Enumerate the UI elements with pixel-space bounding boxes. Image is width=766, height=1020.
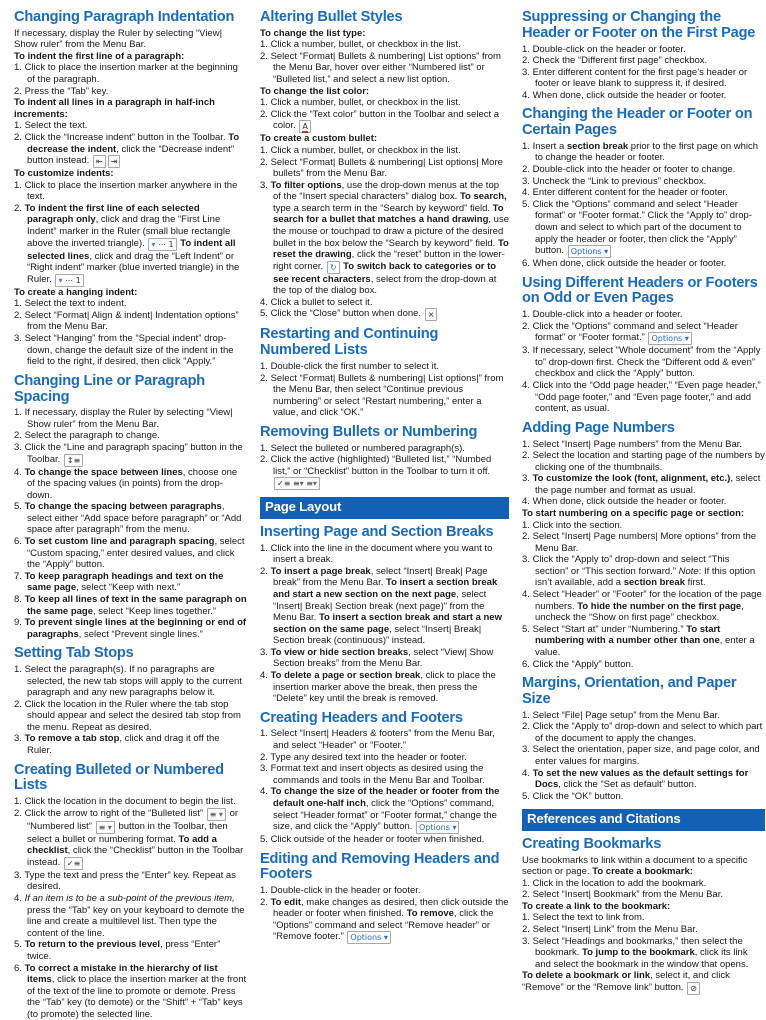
section-heading: Changing the Header or Footer on Certain Pages [522, 107, 765, 139]
bold-run: To remove a tab stop [25, 733, 120, 744]
bold-run: To indent the first line of each selected paragraph only [25, 203, 200, 226]
list-item: 4. If an item is to be a sub-point of the previous item, press the “Tab” key on your keyboard to demote the line and create a multilevel list. Then type the content of the line. [14, 893, 247, 939]
numbered-list [522, 912, 765, 970]
list-item: 2. Click the active (highlighted) “Bulleted list,” “Numbed list,” or “Checklist” button in the Toolbar to turn it off. ✓≡ ≡▾ ≡▾ [260, 454, 509, 490]
bold-run: To add a checklist [27, 834, 217, 857]
list-item: 5. To change the spacing between paragraphs, select either “Add space before paragraph” or “Add space after paragraph” from the menu. [14, 501, 247, 536]
italic-run: Note [679, 566, 699, 577]
list-item: 1. Click in the location to add the bookmark. [522, 878, 765, 890]
bold-run: To reset the drawing [273, 238, 509, 261]
numbered-list-dropdown-icon: ≡ ▾ [96, 821, 115, 834]
list-item: 1. Double-click on the header or footer. [522, 44, 765, 56]
list-item: 1. Click to place the insertion marker at the beginning of the paragraph. [14, 62, 247, 85]
numbered-list [14, 120, 247, 168]
list-item: 2. Select “Insert| Page numbers| More options” from the Menu Bar. [522, 531, 765, 554]
checklist-icon: ✓≡ [64, 857, 83, 870]
list-item: 4. To set the new values as the default settings for Docs, click the “Set as default” button. [522, 768, 765, 791]
list-item: 2. Click the location in the Ruler where the tab stop should appear and select the desired tab stop from the menu. Repeat as desired. [14, 699, 247, 734]
bold-run: To create a bookmark: [592, 866, 693, 877]
numbered-list [260, 885, 509, 944]
list-item: 2. Select “Format| Bullets & numbering| List options” from the Menu Bar, hover over either “Numbered list” or “Bulleted list,” and select a new list option. [260, 51, 509, 86]
list-item: 1. Click into the line in the document where you want to insert a break. [260, 543, 509, 566]
list-item: 1. Click a number, bullet, or checkbox in the list. [260, 97, 509, 109]
list-item: 2. Click the “Text color” button in the Toolbar and select a color. A [260, 109, 509, 134]
bold-run: To start numbering with a number other than one [535, 624, 720, 647]
list-item: 1. Click a number, bullet, or checkbox in the list. [260, 145, 509, 157]
list-item: 1. Select “File| Page setup” from the Menu Bar. [522, 710, 765, 722]
close-icon: × [425, 308, 438, 321]
list-item: 3. Enter different content for the first page’s header or footer or leave blank to suppress it, if desired. [522, 67, 765, 90]
bulleted-list-dropdown-icon: ≡ ▾ [207, 808, 226, 821]
list-item: 2. Click the “Increase indent” button in the Toolbar. To decrease the indent, click the “Decrease indent” button instead. ⇤ ⇥ [14, 132, 247, 168]
options-button-icon: Options ▾ [568, 245, 611, 258]
numbered-list [14, 407, 247, 640]
increase-indent-icon: ⇥ [108, 155, 121, 168]
list-item: 2. Select “Format| Bullets & numbering| List options| More bullets” from the Menu Bar. [260, 157, 509, 180]
list-item: 9. To prevent single lines at the beginning or end of paragraphs, select “Prevent single lines.” [14, 617, 247, 640]
list-item: 4. Click into the “Odd page header,” “Even page header,” “Odd page footer,” and “Even page footer,” and add content, as usual. [522, 380, 765, 415]
subheading: To create a hanging indent: [14, 287, 247, 299]
bold-run: To insert a section break and start a new section on the next page [273, 577, 497, 600]
list-item: 1. Select the text to link from. [522, 912, 765, 924]
list-item: 2. Select “Insert| Bookmark” from the Menu Bar. [522, 889, 765, 901]
bold-run: To jump to the bookmark [582, 947, 695, 958]
reset-icon: ↻ [327, 261, 340, 274]
numbered-list [522, 878, 765, 901]
bold-run: To delete a bookmark or link [522, 970, 650, 981]
bold-run: To change the space between lines [25, 467, 183, 478]
list-item: 2. Click the “Options” command and select “Header format” or “Footer format.” Options ▾ [522, 321, 765, 346]
section-heading: Altering Bullet Styles [260, 10, 509, 26]
decrease-indent-icon: ⇤ [93, 155, 106, 168]
section-heading: Changing Paragraph Indentation [14, 10, 247, 26]
category-banner: References and Citations [522, 809, 765, 831]
section-heading: Using Different Headers or Footers on Odd or Even Pages [522, 276, 765, 308]
list-item: 4. Select “Header” or “Footer” for the location of the page numbers. To hide the number on the first page, uncheck the “Show on first page” checkbox. [522, 589, 765, 624]
list-item: 3. Uncheck the “Link to previous” checkbox. [522, 176, 765, 188]
bold-run: To correct a mistake in the hierarchy of list items [25, 963, 218, 986]
paragraph: Use bookmarks to link within a document to a specific section or page. To create a bookmark: [522, 855, 765, 878]
bold-run: To insert a section break and start a new section on the same page [273, 612, 502, 635]
numbered-list [522, 309, 765, 415]
bold-run: To remove [407, 908, 454, 919]
list-item: 1. Click a number, bullet, or checkbox in the list. [260, 39, 509, 51]
numbered-list [260, 543, 509, 705]
list-item: 2. Press the “Tab” key. [14, 86, 247, 98]
list-item: 2. Click the arrow to right of the “Bulleted list” ≡ ▾ or “Numbered list” ≡ ▾ button in the Toolbar, then select a bullet or numbering format. To add a checklist, click the “Checklist” button in the Toolbar instead. ✓≡ [14, 808, 247, 870]
list-item: 1. Select “Insert| Page numbers” from the Menu Bar. [522, 439, 765, 451]
list-item: 5. Click the “OK” button. [522, 791, 765, 803]
bold-run: section break [624, 577, 685, 588]
list-item: 3. Click the “Line and paragraph spacing” button in the Toolbar. ↕≡ [14, 442, 247, 467]
bold-run: To customize the look (font, alignment, etc.) [533, 473, 731, 484]
list-item: 8. To keep all lines of text in the same paragraph on the same page, select “Keep lines together.” [14, 594, 247, 617]
subheading: To change the list color: [260, 86, 509, 98]
column-right [522, 8, 765, 1020]
list-item: 1. Select the paragraph(s). If no paragraphs are selected, the new tab stops will apply to the current paragraph and any new paragraphs below it. [14, 664, 247, 699]
subheading: To indent all lines in a paragraph in half-inch increments: [14, 97, 247, 120]
column-middle [260, 8, 509, 1020]
list-item: 3. Select “Headings and bookmarks,” then select the bookmark. To jump to the bookmark, click its link and select the bookmark in the window that opens. [522, 936, 765, 971]
numbered-list [14, 664, 247, 757]
bold-run: To keep all lines of text in the same paragraph on the same page [25, 594, 247, 617]
bold-run: To view or hide section breaks [271, 647, 409, 658]
bold-run: To set custom line and paragraph spacing [25, 536, 215, 547]
list-item: 2. Select the location and starting page of the numbers by clicking one of the thumbnails. [522, 450, 765, 473]
list-item: 1. Insert a section break prior to the first page on which to change the header or footer. [522, 141, 765, 164]
numbered-list [260, 145, 509, 322]
list-item: 2. Select “Insert| Link” from the Menu Bar. [522, 924, 765, 936]
list-item: 5. To return to the previous level, press “Enter” twice. [14, 939, 247, 962]
numbered-list [260, 97, 509, 133]
list-item: 6. To set custom line and paragraph spacing, select “Custom spacing,” enter desired values, and click the “Apply” button. [14, 536, 247, 571]
list-item: 2. To indent the first line of each selected paragraph only, click and drag the “First Line Indent” marker in the Ruler (small blue rectangle above the inverted triangle). ▾ ⋯ 1 To indent all selected lines, click and drag the “Left Indent” or “Right indent” marker (blue inverted triangle) in the Ruler. ▾ ⋯ 1 [14, 203, 247, 287]
bold-run: To set the new values as the default settings for Docs [533, 768, 749, 791]
remove-link-icon: ⊘ [687, 982, 700, 995]
bold-run: To search, [460, 191, 507, 202]
list-item: 1. Double-click in the header or footer. [260, 885, 509, 897]
list-item: 2. To edit, make changes as desired, then click outside the header or footer when finished. To remove, click the “Options” command and select “Remove header” or “Remove footer.” Options ▾ [260, 897, 509, 945]
list-item: 4. When done, click outside the header or footer. [522, 90, 765, 102]
numbered-list [14, 62, 247, 97]
options-button-icon: Options ▾ [347, 931, 390, 944]
section-heading: Restarting and Continuing Numbered Lists [260, 327, 509, 359]
numbered-list [260, 443, 509, 491]
section-heading: Inserting Page and Section Breaks [260, 525, 509, 541]
section-heading: Changing Line or Paragraph Spacing [14, 374, 247, 406]
list-item: 6. When done, click outside the header or footer. [522, 258, 765, 270]
list-item: 1. Click into the section. [522, 520, 765, 532]
list-item: 1. Double-click into a header or footer. [522, 309, 765, 321]
bold-run: To delete a page or section break [271, 670, 421, 681]
list-item: 4. To change the space between lines, choose one of the spacing values (in points) from the drop-down. [14, 467, 247, 502]
list-item: 1. Select “Insert| Headers & footers” from the Menu Bar, and select “Header” or “Footer.” [260, 728, 509, 751]
list-item: 3. Format text and insert objects as desired using the commands and tools in the Menu Bar and Toolbar. [260, 763, 509, 786]
bold-run: To insert a page break [271, 566, 371, 577]
numbered-list [14, 796, 247, 1020]
numbered-list [260, 361, 509, 419]
list-item: 3. To filter options, use the drop-down menus at the top of the “Insert special characters” dialog box. To search, type a search term in the “Search by keyword” field. To search for a bullet that matches a hand drawing, use the mouse or touchpad to draw a picture of the desired bullet in the box below the “Search by keyword” field. To reset the drawing, click the “reset” button in the lower-right corner. ↻ To switch back to categories or to see recent characters, select from the drop-down at the top of the dialog box. [260, 180, 509, 297]
list-item: 3. To view or hide section breaks, select “View| Show Section breaks” from the Menu Bar. [260, 647, 509, 670]
column-left [14, 8, 247, 1020]
left-indent-ruler-icon: ▾ ⋯ 1 [55, 274, 83, 287]
bold-run: To switch back to categories or to see recent characters [273, 261, 496, 285]
subheading: To create a custom bullet: [260, 133, 509, 145]
section-heading: Setting Tab Stops [14, 646, 247, 662]
subheading: To change the list type: [260, 28, 509, 40]
list-item: 2. Type any desired text into the header or footer. [260, 752, 509, 764]
section-heading: Creating Headers and Footers [260, 711, 509, 727]
list-item: 2. To insert a page break, select “Insert| Break| Page break” from the Menu Bar. To insert a section break and start a new section on the next page, select “Insert| Break| Section break (next page)” from the Menu Bar. To insert a section break and start a new section on the same page, select “Insert| Break| Section break (continuous)” instead. [260, 566, 509, 647]
list-item: 3. To customize the look (font, alignment, etc.), select the page number and format as usual. [522, 473, 765, 496]
section-heading: Editing and Removing Headers and Footers [260, 852, 509, 884]
list-item: 5. Click the “Options” command and select “Header format” or “Footer format.” Click the “Apply to” drop-down and select to which part of the document to apply the header or footer, then click the “Apply” button. Options ▾ [522, 199, 765, 258]
list-item: 2. Select “Format| Bullets & numbering| List options|” from the Menu Bar, then select “Continue previous numbering” or select “Restart numbering,” enter a value, and click “OK.” [260, 373, 509, 419]
italic-run: If an item is to be a sub-point of the previous item, [25, 893, 235, 904]
bold-run: To change the spacing between paragraphs [25, 501, 222, 512]
list-item: 7. To keep paragraph headings and text on the same page, select “Keep with next.” [14, 571, 247, 594]
numbered-list [260, 39, 509, 85]
list-item: 1. Select the text. [14, 120, 247, 132]
list-item: 4. To delete a page or section break, click to place the insertion marker above the break, then press the “Delete” key until the break is removed. [260, 670, 509, 705]
list-item: 6. To correct a mistake in the hierarchy of list items, click to place the insertion marker at the front of the text of the line to promote or demote. Press the “Tab” key (to demote) or the “Shift” + “Tab” keys (to promote) the selected line. [14, 963, 247, 1020]
numbered-list [14, 298, 247, 367]
list-item: 3. Select the orientation, paper size, and page color, and enter values for margins. [522, 744, 765, 767]
list-item: 4. Click a bullet to select it. [260, 297, 509, 309]
options-button-icon: Options ▾ [648, 332, 691, 345]
first-line-indent-ruler-icon: ▾ ⋯ 1 [148, 238, 176, 251]
section-heading: Creating Bookmarks [522, 837, 765, 853]
bold-run: To change the size of the header or footer from the default one-half inch [271, 786, 500, 809]
list-item: 3. Type the text and press the “Enter” key. Repeat as desired. [14, 870, 247, 893]
text-color-icon: A [299, 120, 310, 133]
numbered-list [14, 180, 247, 287]
bold-run: To decrease the indent [27, 132, 239, 155]
paragraph: If necessary, display the Ruler by selecting “View| Show ruler” from the Menu Bar. [14, 28, 247, 51]
numbered-list [522, 439, 765, 508]
list-item: 5. Click outside of the header or footer when finished. [260, 834, 509, 846]
paragraph: To delete a bookmark or link, select it, and click “Remove” or the “Remove link” button. ⊘ [522, 970, 765, 995]
list-item: 4. When done, click outside the header or footer. [522, 496, 765, 508]
subheading: To start numbering on a specific page or section: [522, 508, 765, 520]
list-item: 2. Double-click into the header or footer to change. [522, 164, 765, 176]
section-heading: Suppressing or Changing the Header or Footer on the First Page [522, 10, 765, 42]
bold-run: To keep paragraph headings and text on the same page [25, 571, 224, 594]
list-item: 6. Click the “Apply” button. [522, 659, 765, 671]
list-toggle-group-icon: ✓≡ ≡▾ ≡▾ [274, 477, 320, 490]
subheading: To customize indents: [14, 168, 247, 180]
list-item: 5. Select “Start at” under “Numbering.” To start numbering with a number other than one, enter a value. [522, 624, 765, 659]
list-item: 3. Click the “Apply to” drop-down and select “This section” or “This section forward.” Note: If this option isn’t available, add a section break first. [522, 554, 765, 589]
list-item: 4. To change the size of the header or footer from the default one-half inch, click the “Options” command, select “Header format” or “Footer format,” change the size, and click the “Apply” button. Options ▾ [260, 786, 509, 834]
bold-run: To return to the previous level [25, 939, 161, 950]
section-heading: Margins, Orientation, and Paper Size [522, 676, 765, 708]
numbered-list [522, 44, 765, 102]
numbered-list [522, 710, 765, 803]
list-item: 1. Double-click the first number to select it. [260, 361, 509, 373]
numbered-list [522, 141, 765, 270]
category-banner: Page Layout [260, 497, 509, 519]
line-spacing-icon: ↕≡ [64, 454, 83, 467]
list-item: 1. Click the location in the document to begin the list. [14, 796, 247, 808]
list-item: 2. Check the “Different first page” checkbox. [522, 55, 765, 67]
section-heading: Removing Bullets or Numbering [260, 425, 509, 441]
list-item: 1. If necessary, display the Ruler by selecting “View| Show ruler” from the Menu Bar. [14, 407, 247, 430]
bold-run: To indent all selected lines [27, 238, 236, 262]
list-item: 2. Select “Format| Align & indent| Indentation options” from the Menu Bar. [14, 310, 247, 333]
bold-run: To edit [271, 897, 301, 908]
list-item: 3. To remove a tab stop, click and drag it off the Ruler. [14, 733, 247, 756]
list-item: 1. Click to place the insertion marker anywhere in the text. [14, 180, 247, 203]
list-item: 1. Select the text to indent. [14, 298, 247, 310]
list-item: 1. Select the bulleted or numbered paragraph(s). [260, 443, 509, 455]
list-item: 2. Click the “Apply to” drop-down and select to which part of the document to apply the changes. [522, 721, 765, 744]
list-item: 5. Click the “Close” button when done. × [260, 308, 509, 321]
numbered-list [260, 728, 509, 845]
bold-run: section break [567, 141, 628, 152]
numbered-list [522, 520, 765, 671]
bold-run: To filter options [271, 180, 342, 191]
bold-run: To search for a bullet that matches a hand drawing [273, 203, 504, 226]
list-item: 4. Enter different content for the header or footer. [522, 187, 765, 199]
subheading: To create a link to the bookmark: [522, 901, 765, 913]
bold-run: To hide the number on the first page [577, 601, 741, 612]
section-heading: Adding Page Numbers [522, 421, 765, 437]
bold-run: To prevent single lines at the beginning or end of paragraphs [25, 617, 247, 640]
list-item: 2. Select the paragraph to change. [14, 430, 247, 442]
list-item: 3. If necessary, select “Whole document” from the “Apply to” drop-down first. Check the “Different odd & even” checkbox and click the “Apply” button. [522, 345, 765, 380]
section-heading: Creating Bulleted or Numbered Lists [14, 763, 247, 795]
list-item: 3. Select “Hanging” from the “Special indent” drop-down, change the default size of the indent in the field to the right, if desired, then click “Apply.” [14, 333, 247, 368]
options-button-icon: Options ▾ [416, 821, 459, 834]
subheading: To indent the first line of a paragraph: [14, 51, 247, 63]
